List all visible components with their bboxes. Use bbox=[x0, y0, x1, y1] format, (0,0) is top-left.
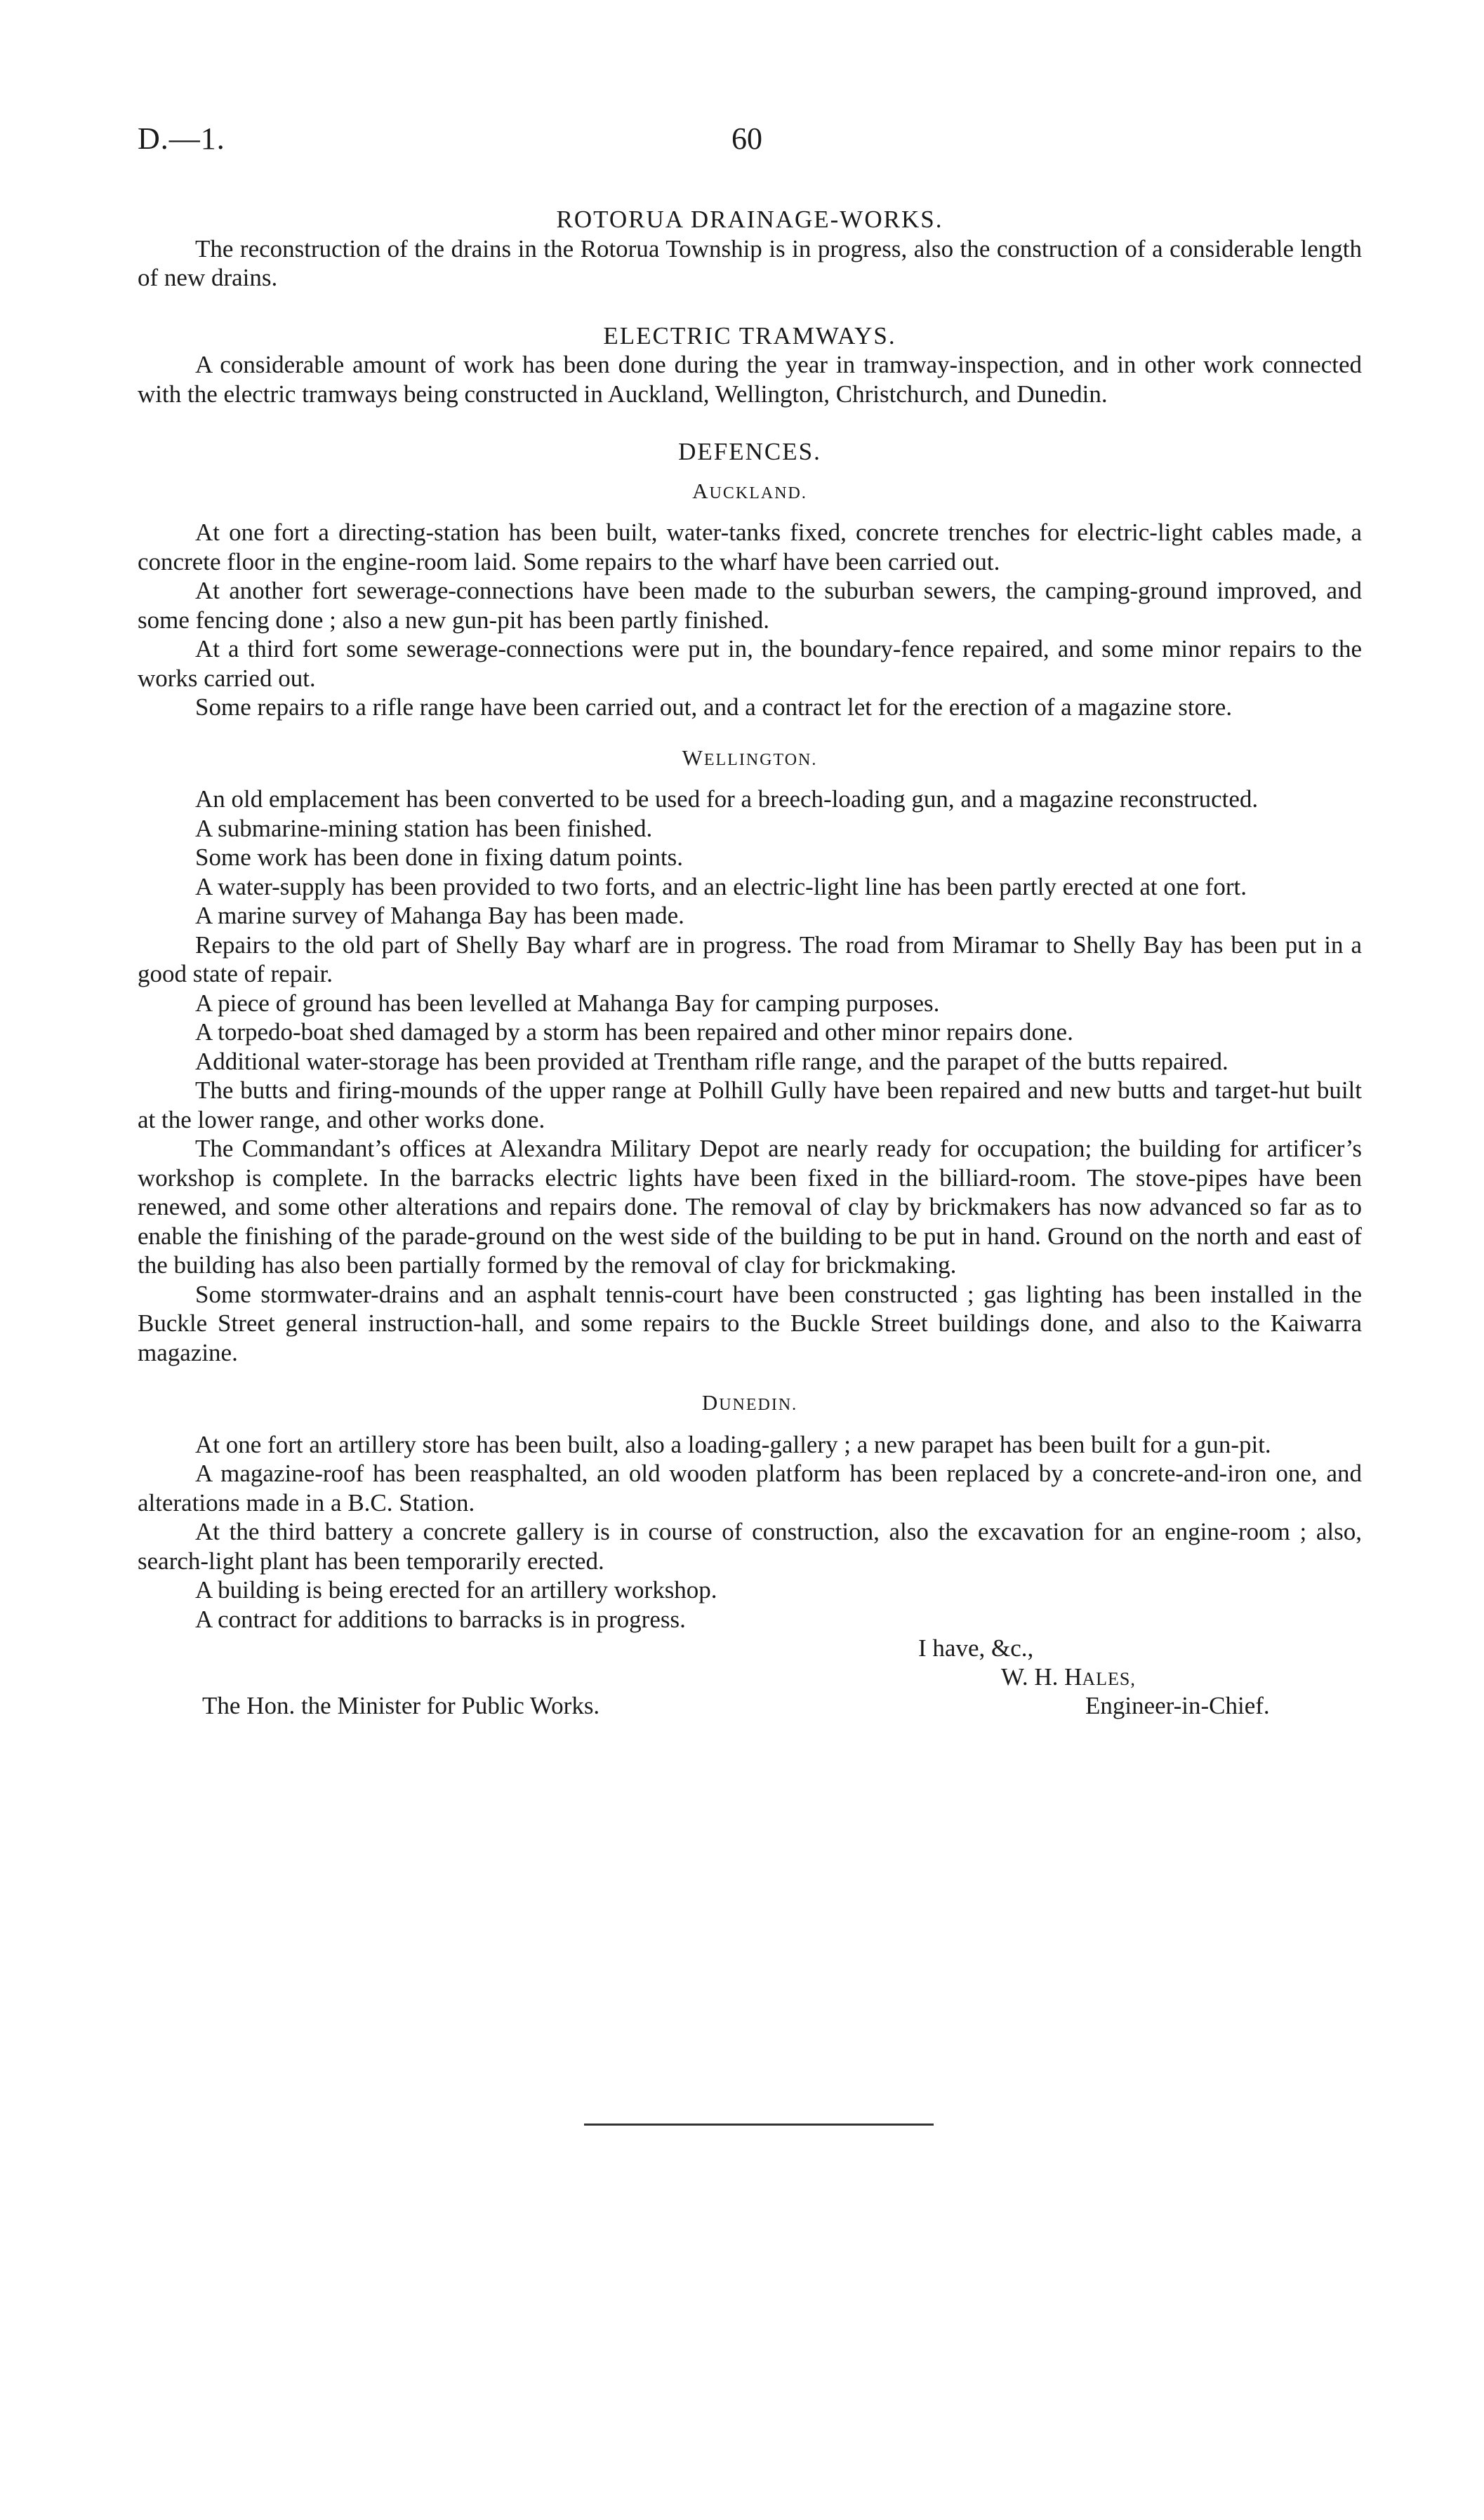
auckland-paragraph: At a third fort some sewerage-connections were put in, the boundary-fence repaired, and some minor repairs to the works carried out. bbox=[138, 635, 1362, 692]
wellington-paragraph: The Commandant’s offices at Alexandra Military Depot are nearly ready for occupation; the building for artificer’s workshop is complete. In the barracks electric lights have been fixed in the billiard-room. The stove-pipes have been renewed, and some other alterations and repairs done. The removal of clay by brickmakers has now advanced so far as to enable the finishing of the parade-ground on the west side of the building to be put in hand. Ground on the north and east of the building has also been partially formed by the removal of clay for brickmaking. bbox=[138, 1135, 1362, 1279]
wellington-paragraph: A water-supply has been provided to two forts, and an electric-light line has been partly erected at one fort. bbox=[195, 872, 1247, 900]
document-reference: D.—1. bbox=[138, 121, 225, 156]
subsection-title-wellington: WELLINGTON. bbox=[682, 745, 818, 770]
wellington-paragraph: A submarine-mining station has been finished. bbox=[195, 814, 653, 842]
section-title-rotorua: ROTORUA DRAINAGE-WORKS. bbox=[556, 206, 943, 233]
wellington-paragraph: An old emplacement has been converted to be used for a breech-loading gun, and a magazine reconstructed. bbox=[195, 785, 1259, 813]
signoff-recipient: The Hon. the Minister for Public Works. bbox=[202, 1692, 600, 1719]
signoff-signatory: W. H. HALES, bbox=[1001, 1663, 1136, 1691]
dunedin-paragraph: At the third battery a concrete gallery is in course of construction, also the excavation for an engine-room ; also, search-light plant has been temporarily erected. bbox=[138, 1518, 1362, 1575]
auckland-paragraph: At another fort sewerage-connections have been made to the suburban sewers, the camping-ground improved, and some fencing done ; also a new gun-pit has been partly finished. bbox=[138, 577, 1362, 634]
wellington-paragraph: Some stormwater-drains and an asphalt tennis-court have been constructed ; gas lighting has been installed in the Buckle Street general instruction-hall, and some repairs to the Buckle Street buildings done, and also to the Kaiwarra magazine. bbox=[138, 1280, 1362, 1366]
wellington-paragraph: Repairs to the old part of Shelly Bay wharf are in progress. The road from Miramar to Shelly Bay has been put in a good state of repair. bbox=[138, 931, 1362, 987]
section-title-tramways: ELECTRIC TRAMWAYS. bbox=[603, 321, 896, 349]
section-title-defences: DEFENCES. bbox=[678, 438, 821, 465]
page-number: 60 bbox=[731, 121, 762, 156]
wellington-paragraph: A marine survey of Mahanga Bay has been made. bbox=[195, 902, 684, 929]
wellington-paragraph: Some work has been done in fixing datum points. bbox=[195, 844, 684, 871]
dunedin-paragraph: A contract for additions to barracks is in progress. bbox=[195, 1605, 686, 1633]
document-body bbox=[138, 205, 1362, 1722]
auckland-paragraph: Some repairs to a rifle range have been carried out, and a contract let for the erection of a magazine store. bbox=[195, 693, 1233, 721]
dunedin-paragraph: A magazine-roof has been reasphalted, an old wooden platform has been replaced by a concrete-and-iron one, and alterations made in a B.C. Station. bbox=[138, 1460, 1362, 1516]
signoff-block bbox=[138, 1634, 1362, 1722]
subsection-title-dunedin: DUNEDIN. bbox=[701, 1390, 798, 1415]
wellington-paragraph: Additional water-storage has been provided at Trentham rifle range, and the parapet of the butts repaired. bbox=[195, 1047, 1228, 1075]
auckland-paragraph: At one fort a directing-station has been built, water-tanks fixed, concrete trenches for electric-light cables made, a concrete floor in the engine-room laid. Some repairs to the wharf have been carried out. bbox=[138, 519, 1362, 575]
dunedin-paragraph: A building is being erected for an artillery workshop. bbox=[195, 1576, 717, 1604]
closing-rule bbox=[584, 2124, 934, 2126]
signoff-closing: I have, &c., bbox=[918, 1634, 1034, 1662]
subsection-title-auckland: AUCKLAND. bbox=[692, 478, 807, 503]
dunedin-paragraph: At one fort an artillery store has been built, also a loading-gallery ; a new parapet has been built for a gun-pit. bbox=[195, 1430, 1271, 1458]
rotorua-paragraph: The reconstruction of the drains in the Rotorua Township is in progress, also the construction of a considerable length of new drains. bbox=[138, 234, 1362, 291]
tramways-paragraph: A considerable amount of work has been done during the year in tramway-inspection, and in other work connected with the electric tramways being constructed in Auckland, Wellington, Christchurch, and Dunedin. bbox=[138, 351, 1362, 408]
wellington-paragraph: The butts and firing-mounds of the upper range at Polhill Gully have been repaired and new butts and target-hut built at the lower range, and other works done. bbox=[138, 1076, 1362, 1133]
wellington-paragraph: A piece of ground has been levelled at Mahanga Bay for camping purposes. bbox=[195, 989, 940, 1017]
wellington-paragraph: A torpedo-boat shed damaged by a storm has been repaired and other minor repairs done. bbox=[195, 1018, 1073, 1046]
signoff-title: Engineer-in-Chief. bbox=[1085, 1692, 1270, 1719]
